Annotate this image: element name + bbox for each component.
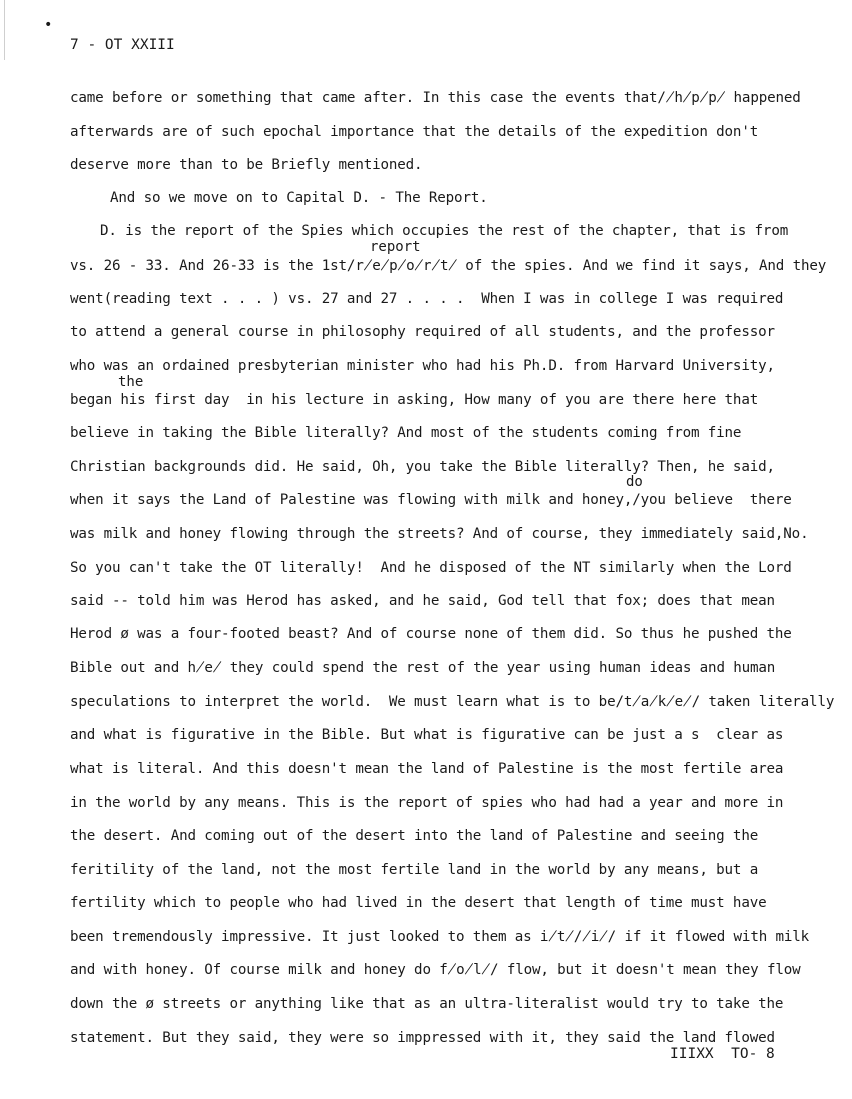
interlinear-do: do [626, 474, 643, 490]
text-line: said -- told him was Herod has asked, and he said, God tell that fox; does that mean [70, 593, 775, 609]
text-line: been tremendously impressive. It just looked to them as i̸t̸/̸i̸/ if it flowed with milk [70, 929, 810, 945]
text-line: was milk and honey flowing through the streets? And of course, they immediately said,No. [70, 526, 809, 542]
page-footer: IIIXX TO- 8 [670, 1046, 775, 1062]
text-line: fertility which to people who had lived in the desert that length of time must have [70, 895, 767, 911]
text-line: Bible out and h̸e̸ they could spend the rest of the year using human ideas and human [70, 660, 776, 676]
text-line: Christian backgrounds did. He said, Oh, you take the Bible literally? Then, he said, [70, 459, 775, 475]
text-line: statement. But they said, they were so imppressed with it, they said the land flowed [70, 1030, 775, 1046]
text-line: Herod ø was a four-footed beast? And of course none of them did. So thus he pushed the [70, 626, 792, 642]
text-line: vs. 26 - 33. And 26-33 is the 1st/r̸e̸p̸o̸r̸t̸ of the spies. And we find it says, And they [70, 258, 827, 274]
text-line: when it says the Land of Palestine was flowing with milk and honey,/you believe there [70, 492, 792, 508]
text-line: came before or something that came after. In this case the events that/̸h̸p̸p̸ happened [70, 90, 801, 106]
interlinear-the: the [118, 374, 144, 390]
text-line: D. is the report of the Spies which occupies the rest of the chapter, that is from [100, 223, 789, 239]
text-line: what is literal. And this doesn't mean the land of Palestine is the most fertile area [70, 761, 784, 777]
text-line: and with honey. Of course milk and honey do f̸o̸l̸/ flow, but it doesn't mean they flow [70, 962, 801, 978]
text-line: feritility of the land, not the most fertile land in the world by any means, but a [70, 862, 759, 878]
text-line: speculations to interpret the world. We must learn what is to be/t̸a̸k̸e̸/ taken literally [70, 694, 835, 710]
text-line: in the world by any means. This is the report of spies who had had a year and more in [70, 795, 784, 811]
text-line: who was an ordained presbyterian minister who had his Ph.D. from Harvard University, [70, 358, 775, 374]
text-line: believe in taking the Bible literally? And most of the students coming from fine [70, 425, 742, 441]
text-line: down the ø streets or anything like that as an ultra-literalist would try to take the [70, 996, 784, 1012]
text-line: the desert. And coming out of the desert into the land of Palestine and seeing the [70, 828, 759, 844]
text-line: went(reading text . . . ) vs. 27 and 27 . . . . When I was in college I was required [70, 291, 784, 307]
text-line: and what is figurative in the Bible. But what is figurative can be just a s clear as [70, 727, 784, 743]
text-line: deserve more than to be Briefly mentioned. [70, 157, 423, 173]
page-header: 7 - OT XXIII [70, 37, 175, 53]
text-line: And so we move on to Capital D. - The Report. [110, 190, 488, 206]
text-line: to attend a general course in philosophy required of all students, and the professor [70, 324, 775, 340]
margin-dot: • [44, 17, 53, 33]
text-line: began his first day in his lecture in asking, How many of you are there here that [70, 392, 759, 408]
interlinear-report: report [370, 239, 421, 255]
text-line: afterwards are of such epochal importance that the details of the expedition don't [70, 124, 759, 140]
text-line: So you can't take the OT literally! And he disposed of the NT similarly when the Lord [70, 560, 792, 576]
